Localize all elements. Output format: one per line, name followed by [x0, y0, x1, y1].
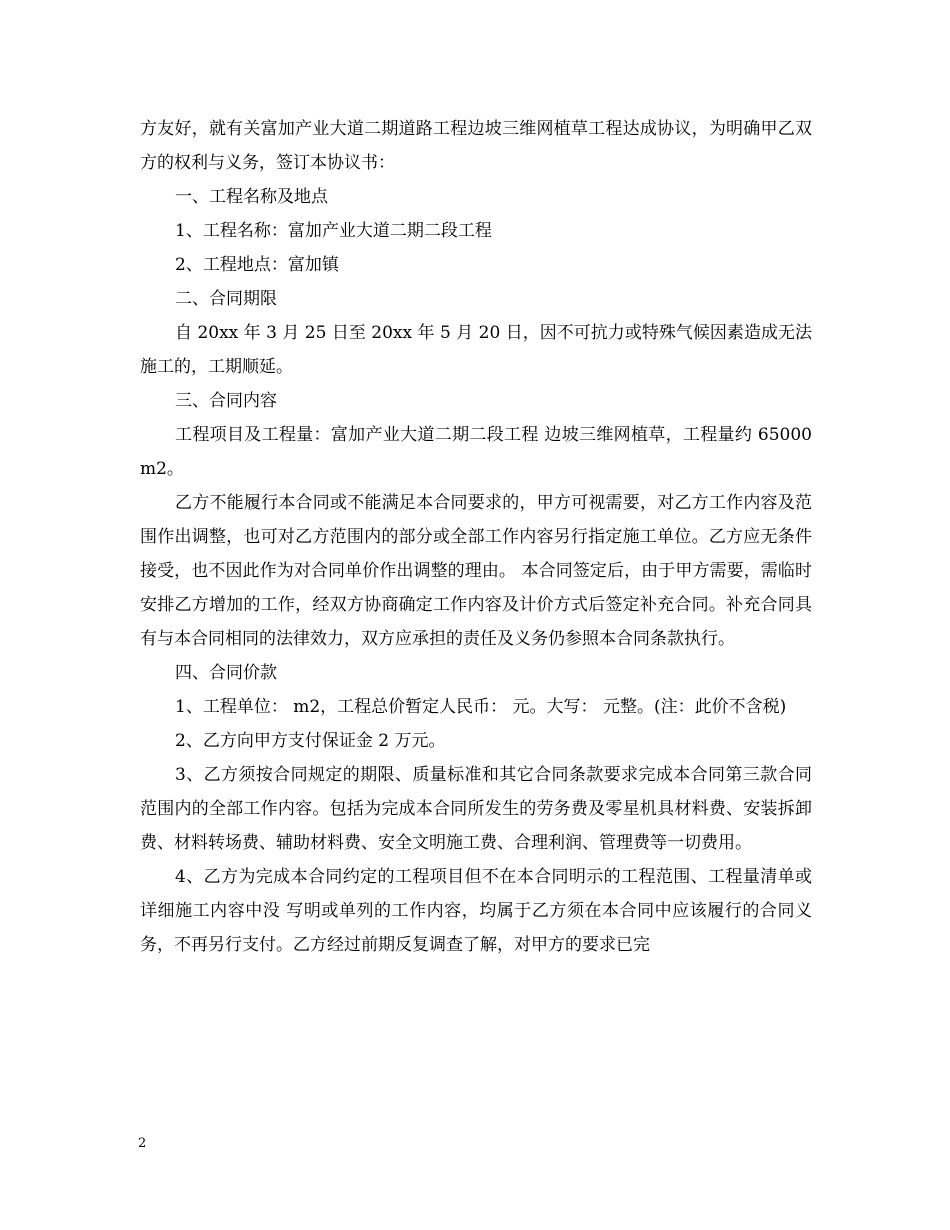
paragraph-intro: 方友好，就有关富加产业大道二期道路工程边坡三维网植草工程达成协议，为明确甲乙双方的权利与义务，签订本协议书：: [140, 119, 812, 173]
heading-contract-content: 三、合同内容: [175, 391, 277, 411]
paragraph-price-unit: 1、工程单位： m2，工程总价暂定人民币： 元。大写： 元整。(注：此价不含税): [175, 697, 787, 717]
paragraph-project-location: 2、工程地点：富加镇: [175, 255, 339, 275]
paragraph-deposit: 2、乙方向甲方支付保证金 2 万元。: [175, 731, 446, 751]
paragraph-price-includes: 3、乙方须按合同规定的期限、质量标准和其它合同条款要求完成本合同第三款合同范围内的全部工作内容。包括为完成本合同所发生的劳务费及零星机具材料费、安装拆卸费、材料转场费、辅助材料费、安全文明施工费、合理利润、管理费等一切费用。: [140, 765, 812, 853]
paragraph-contract-term: 自 20xx 年 3 月 25 日至 20xx 年 5 月 20 日，因不可抗力或特殊气候因素造成无法施工的，工期顺延。: [140, 323, 812, 377]
heading-contract-price: 四、合同价款: [175, 663, 277, 683]
paragraph-work-quantity: 工程项目及工程量：富加产业大道二期二段工程 边坡三维网植草，工程量约 65000 m2。: [140, 425, 812, 479]
paragraph-scope-adjustment: 乙方不能履行本合同或不能满足本合同要求的，甲方可视需要，对乙方工作内容及范围作出调整，也可对乙方范围内的部分或全部工作内容另行指定施工单位。乙方应无条件接受，也不因此作为对合同单价作出调整的理由。 本合同签定后，由于甲方需要，需临时安排乙方增加的工作，经双方协商确定工作内容及计价方式后签定补充合同。补充合同具有与本合同相同的法律效力，双方应承担的责任及义务仍参照本合同条款执行。: [140, 493, 812, 649]
document-body: [140, 112, 812, 962]
paragraph-project-name: 1、工程名称：富加产业大道二期二段工程: [175, 221, 492, 241]
page-number: 2: [138, 1136, 147, 1151]
paragraph-unlisted-work: 4、乙方为完成本合同约定的工程项目但不在本合同明示的工程范围、工程量清单或详细施工内容中没 写明或单列的工作内容，均属于乙方须在本合同中应该履行的合同义务，不再另行支付。乙方经过前期反复调查了解，对甲方的要求已完: [140, 867, 812, 955]
heading-contract-term: 二、合同期限: [175, 289, 277, 309]
heading-project-name-location: 一、工程名称及地点: [175, 187, 328, 207]
